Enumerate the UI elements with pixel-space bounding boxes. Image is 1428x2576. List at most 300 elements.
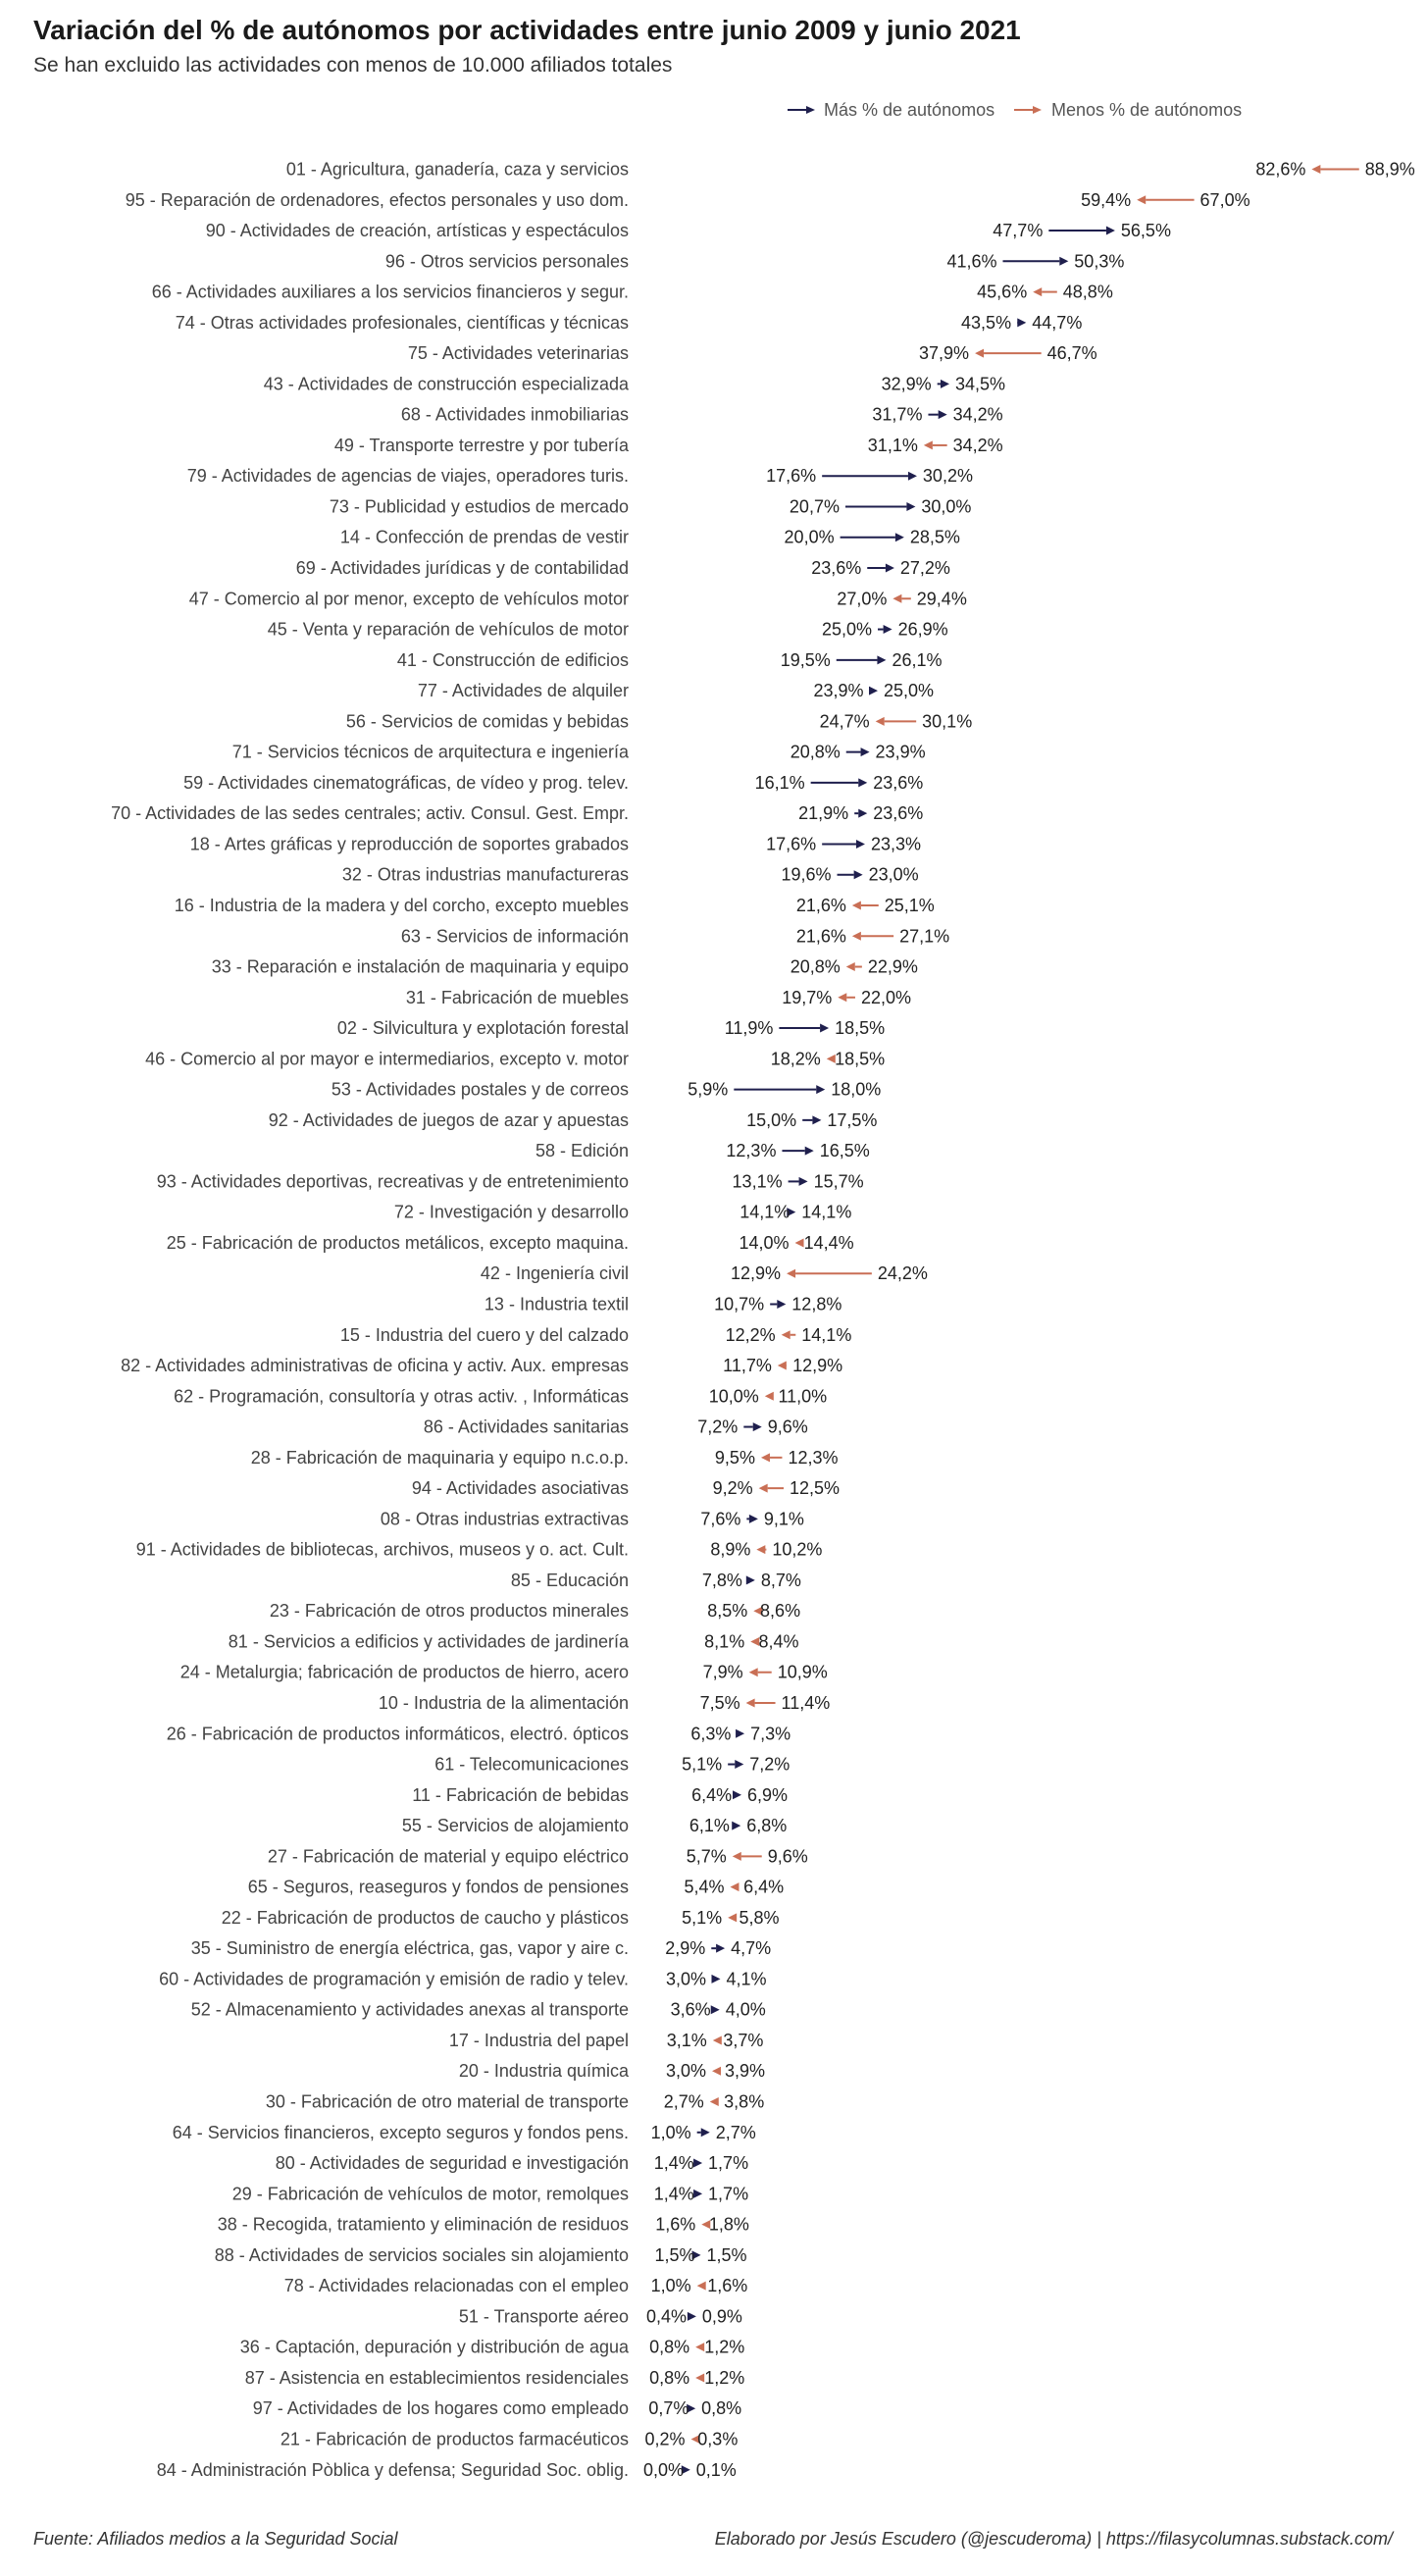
category-label: 94 - Actividades asociativas [411, 1478, 629, 1499]
chart-row [264, 374, 1005, 393]
legend-more-arrowhead [806, 106, 815, 114]
category-label: 42 - Ingeniería civil [480, 1263, 629, 1284]
value-label-high: 1,7% [708, 2184, 749, 2204]
category-label: 24 - Metalurgia; fabricación de productos de hierro, acero [179, 1662, 629, 1682]
chart-row [276, 2153, 748, 2173]
category-label: 92 - Actividades de juegos de azar y apuestas [268, 1109, 629, 1130]
category-label: 65 - Seguros, reaseguros y fondos de pensiones [247, 1877, 629, 1897]
arrow-head [1311, 165, 1320, 174]
value-label-low: 1,4% [653, 2184, 694, 2204]
value-label-high: 4,0% [725, 1999, 766, 2020]
value-label-high: 18,5% [835, 1049, 886, 1069]
value-label-high: 30,0% [921, 496, 972, 517]
chart-row [173, 2123, 756, 2142]
category-label: 63 - Servicios de información [400, 926, 629, 947]
value-label-high: 25,0% [884, 681, 935, 701]
chart-row [215, 2245, 747, 2265]
arrow-head [795, 1238, 804, 1247]
value-label-low: 41,6% [946, 251, 997, 272]
category-label: 55 - Servicios de alojamiento [401, 1816, 629, 1836]
arrow-head [892, 594, 901, 603]
arrow-head [1137, 195, 1146, 204]
chart-row [284, 2276, 748, 2295]
arrow-head [697, 2282, 706, 2291]
category-label: 43 - Actividades de construcción especializada [263, 374, 629, 394]
value-label-high: 3,7% [723, 2030, 764, 2050]
value-label-low: 37,9% [919, 343, 970, 364]
value-label-low: 8,1% [704, 1631, 745, 1652]
value-label-low: 0,4% [646, 2306, 688, 2327]
chart-row [167, 1233, 854, 1253]
value-label-low: 17,6% [766, 466, 817, 487]
value-label-low: 6,1% [688, 1816, 730, 1836]
arrow-head [777, 1300, 786, 1309]
value-label-high: 9,1% [763, 1509, 804, 1529]
category-label: 71 - Servicios técnicos de arquitectura e ingeniería [231, 742, 629, 762]
value-label-low: 7,9% [702, 1662, 743, 1682]
value-label-high: 12,5% [790, 1478, 841, 1499]
category-label: 91 - Actividades de bibliotecas, archivos, museos y o. act. Cult. [135, 1539, 629, 1560]
category-label: 75 - Actividades veterinarias [407, 343, 629, 364]
arrow-head [886, 564, 894, 573]
chart-row [346, 711, 972, 731]
category-label: 32 - Otras industrias manufactureras [341, 864, 629, 885]
chart-row [342, 865, 919, 885]
value-label-low: 14,0% [739, 1232, 790, 1253]
chart-row [269, 1110, 878, 1130]
value-label-high: 24,2% [877, 1263, 928, 1284]
chart-row [401, 405, 1003, 425]
footer-credit: Elaborado por Jesús Escudero (@jescuderoma) | https://filasycolumnas.substack.com/ [714, 2529, 1393, 2549]
value-label-high: 18,5% [835, 1018, 886, 1039]
legend-less-arrowhead [1033, 106, 1042, 114]
chart-row [270, 1601, 800, 1621]
category-label: 68 - Actividades inmobiliarias [400, 404, 629, 425]
value-label-high: 17,5% [827, 1109, 878, 1130]
chart-title: Variación del % de autónomos por actividades entre junio 2009 y junio 2021 [33, 15, 1021, 45]
value-label-low: 13,1% [732, 1171, 783, 1192]
chart-row [222, 1908, 780, 1928]
arrow-head [761, 1453, 770, 1462]
chart-row [180, 1663, 828, 1682]
value-label-low: 11,9% [724, 1018, 774, 1039]
chart-row [280, 2429, 739, 2448]
value-label-high: 12,3% [788, 1447, 839, 1468]
chart-row [337, 1018, 885, 1038]
value-label-high: 34,2% [952, 404, 1003, 425]
arrow-head [756, 1545, 765, 1554]
category-label: 10 - Industria de la alimentación [378, 1693, 629, 1713]
arrow-head [710, 2097, 719, 2106]
category-label: 74 - Otras actividades profesionales, científicas y técnicas [175, 312, 629, 333]
value-label-high: 0,1% [695, 2459, 737, 2480]
value-label-low: 6,3% [690, 1724, 732, 1744]
value-label-high: 7,3% [750, 1724, 791, 1744]
category-label: 56 - Servicios de comidas y bebidas [345, 711, 629, 732]
chart-row [481, 1263, 928, 1283]
chart-row [136, 1540, 823, 1560]
chart-row [159, 1969, 766, 1988]
value-label-high: 10,2% [772, 1539, 823, 1560]
value-label-high: 4,7% [731, 1938, 772, 1959]
arrow-head [838, 993, 846, 1002]
arrow-head [733, 1852, 741, 1861]
chart-row [424, 1417, 808, 1437]
chart-subtitle: Se han excluido las actividades con menos de 10.000 afiliados totales [33, 54, 673, 77]
chart-row [418, 681, 934, 700]
value-label-low: 43,5% [961, 312, 1012, 333]
value-label-low: 7,6% [700, 1509, 741, 1529]
category-label: 80 - Actividades de seguridad e investigación [275, 2153, 629, 2174]
arrow-head [711, 2005, 720, 2014]
value-label-high: 28,5% [909, 527, 960, 547]
arrow-head [858, 778, 867, 787]
chart-row [121, 1356, 842, 1375]
chart-row [412, 1478, 840, 1498]
category-label: 14 - Confección de prendas de vestir [339, 527, 629, 547]
value-label-high: 29,4% [916, 589, 967, 609]
value-label-high: 26,1% [892, 649, 943, 670]
value-label-high: 0,3% [697, 2429, 739, 2449]
value-label-low: 7,5% [699, 1693, 740, 1713]
chart-rows [111, 160, 1415, 2480]
chart-row [248, 1878, 784, 1897]
value-label-low: 12,9% [731, 1263, 782, 1284]
category-label: 85 - Educación [510, 1570, 629, 1590]
category-label: 96 - Otros servicios personales [384, 251, 629, 272]
value-label-low: 32,9% [881, 374, 932, 394]
value-label-low: 1,4% [653, 2153, 694, 2174]
value-label-high: 6,9% [746, 1784, 789, 1805]
chart-row [190, 834, 921, 853]
value-label-high: 22,0% [860, 987, 912, 1007]
category-label: 88 - Actividades de servicios sociales sin alojamiento [214, 2244, 629, 2265]
arrow-head [799, 1177, 808, 1186]
category-label: 30 - Fabricación de otro material de transporte [265, 2091, 629, 2112]
chart-row [266, 2092, 764, 2112]
footer-source: Fuente: Afiliados medios a la Seguridad Social [33, 2529, 398, 2549]
category-label: 95 - Reparación de ordenadores, efectos personales y uso dom. [125, 189, 629, 210]
chart-row [232, 743, 926, 762]
value-label-high: 27,1% [899, 926, 950, 947]
arrow-head [732, 1822, 740, 1830]
chart-row [401, 926, 949, 946]
arrow-head [869, 687, 878, 696]
category-label: 20 - Industria química [458, 2061, 629, 2082]
arrow-head [693, 2159, 702, 2168]
value-label-high: 48,8% [1062, 282, 1113, 302]
category-label: 81 - Servicios a edificios y actividades de jardinería [228, 1631, 629, 1652]
arrow-head [713, 2035, 722, 2044]
category-label: 79 - Actividades de agencias de viajes, operadores turis. [186, 466, 629, 487]
value-label-high: 18,0% [831, 1079, 882, 1100]
arrow-head [908, 472, 917, 481]
value-label-high: 23,0% [868, 864, 919, 885]
chart-row [484, 1294, 842, 1314]
value-label-low: 59,4% [1081, 189, 1132, 210]
category-label: 15 - Industria del cuero y del calzado [339, 1324, 629, 1345]
arrow-head [746, 1575, 755, 1584]
value-label-low: 21,6% [795, 895, 846, 915]
arrow-head [876, 717, 885, 726]
chart-row [174, 1386, 827, 1406]
value-label-low: 2,7% [663, 2091, 704, 2112]
value-label-low: 31,1% [867, 435, 918, 455]
value-label-low: 8,5% [707, 1601, 748, 1622]
value-label-low: 0,8% [649, 2337, 690, 2357]
value-label-low: 0,0% [642, 2459, 684, 2480]
category-label: 45 - Venta y reparación de vehículos de motor [267, 619, 629, 640]
arrow-head [861, 747, 870, 756]
arrow-head [812, 1115, 821, 1124]
value-label-high: 10,9% [777, 1662, 828, 1682]
value-label-low: 5,9% [688, 1079, 729, 1100]
arrow-head [975, 349, 984, 358]
arrow-head [746, 1699, 755, 1708]
category-label: 16 - Industria de la madera y del corcho, excepto muebles [174, 895, 629, 915]
category-label: 17 - Industria del papel [448, 2030, 629, 2050]
category-label: 87 - Asistencia en establecimientos residenciales [244, 2367, 629, 2388]
value-label-low: 3,0% [666, 1969, 707, 1989]
category-label: 97 - Actividades de los hogares como empleado [252, 2398, 629, 2419]
chart-row [330, 496, 972, 516]
value-label-low: 1,0% [650, 2122, 691, 2142]
arrow-head [782, 1330, 790, 1339]
arrow-head [854, 870, 863, 879]
arrow-head [711, 1975, 720, 1984]
value-label-low: 1,6% [655, 2214, 696, 2235]
arrow-head [1033, 287, 1042, 296]
value-label-high: 50,3% [1074, 251, 1125, 272]
arrow-head [846, 962, 855, 971]
chart-row [111, 803, 923, 823]
category-label: 84 - Administración Pòblica y defensa; Seguridad Soc. oblig. [156, 2459, 629, 2480]
chart-row [187, 466, 973, 486]
value-label-high: 25,1% [884, 895, 935, 915]
chart-row [152, 283, 1113, 302]
category-label: 70 - Actividades de las sedes centrales; activ. Consul. Gest. Empr. [111, 803, 629, 824]
value-label-high: 27,2% [899, 558, 950, 579]
arrow-head [1106, 227, 1115, 235]
value-label-low: 23,6% [811, 558, 862, 579]
value-label-high: 15,7% [813, 1171, 864, 1192]
value-label-high: 44,7% [1032, 312, 1083, 333]
chart-row [212, 957, 918, 977]
value-label-low: 5,1% [682, 1754, 723, 1775]
category-label: 47 - Comercio al por menor, excepto de vehículos motor [188, 589, 629, 609]
value-label-high: 14,4% [803, 1232, 854, 1253]
value-label-high: 1,2% [704, 2337, 745, 2357]
value-label-low: 9,2% [712, 1478, 753, 1499]
category-label: 46 - Comercio al por mayor e intermediarios, excepto v. motor [145, 1049, 629, 1069]
category-label: 31 - Fabricación de muebles [405, 987, 629, 1007]
category-label: 73 - Publicidad y estudios de mercado [329, 496, 629, 517]
chart-row [340, 1325, 852, 1345]
value-label-low: 20,8% [790, 742, 841, 762]
chart-row [253, 2398, 741, 2418]
category-label: 66 - Actividades auxiliares a los servicios financieros y segur. [151, 282, 629, 302]
value-label-low: 5,7% [686, 1846, 727, 1867]
value-label-low: 6,4% [691, 1784, 733, 1805]
category-label: 72 - Investigación y desarrollo [393, 1202, 629, 1222]
chart-row [286, 160, 1415, 180]
value-label-high: 5,8% [739, 1907, 780, 1928]
value-label-low: 2,9% [665, 1938, 706, 1959]
category-label: 51 - Transporte aéreo [458, 2306, 629, 2327]
arrow-head [858, 809, 867, 818]
chart-row [412, 1785, 788, 1805]
category-label: 59 - Actividades cinematográficas, de vídeo y prog. telev. [183, 772, 629, 793]
value-label-high: 23,3% [870, 834, 921, 854]
chart-row [240, 2338, 745, 2357]
chart-row [449, 2031, 764, 2050]
value-label-high: 9,6% [767, 1846, 808, 1867]
category-label: 78 - Actividades relacionadas con el empleo [283, 2276, 629, 2296]
value-label-high: 67,0% [1199, 189, 1250, 210]
chart-row [157, 2460, 737, 2480]
category-label: 18 - Artes gráficas y reproducción de soportes grabados [189, 834, 629, 854]
value-label-low: 15,0% [746, 1109, 797, 1130]
legend [788, 100, 1242, 120]
value-label-high: 23,6% [873, 772, 924, 793]
arrow-head [695, 2373, 704, 2382]
value-label-high: 7,2% [749, 1754, 790, 1775]
category-label: 27 - Fabricación de material y equipo eléctrico [267, 1846, 629, 1867]
chart-row [536, 1141, 870, 1160]
chart-row [385, 251, 1124, 271]
value-label-low: 20,7% [789, 496, 840, 517]
value-label-high: 46,7% [1046, 343, 1097, 364]
arrow-head [693, 2190, 702, 2198]
value-label-low: 18,2% [770, 1049, 821, 1069]
value-label-low: 1,0% [650, 2276, 691, 2296]
chart-row [126, 190, 1250, 210]
arrow-head [856, 840, 865, 849]
category-label: 02 - Silvicultura y explotación forestal [336, 1018, 629, 1039]
arrow-head [695, 2343, 704, 2351]
category-label: 62 - Programación, consultoría y otras activ. , Informáticas [174, 1386, 629, 1407]
value-label-high: 6,4% [743, 1877, 785, 1897]
category-label: 28 - Fabricación de maquinaria y equipo n.c.o.p. [250, 1447, 629, 1468]
arrow-head [736, 1729, 744, 1738]
category-label: 69 - Actividades jurídicas y de contabilidad [295, 558, 629, 579]
arrow-head [688, 2312, 696, 2321]
chart-row [394, 1203, 851, 1222]
value-label-high: 2,7% [715, 2122, 756, 2142]
category-label: 38 - Recogida, tratamiento y eliminación de residuos [217, 2214, 629, 2235]
value-label-low: 3,0% [666, 2061, 707, 2082]
value-label-high: 14,1% [801, 1202, 852, 1222]
value-label-low: 7,8% [701, 1570, 742, 1590]
value-label-low: 31,7% [872, 404, 923, 425]
value-label-low: 3,1% [666, 2030, 707, 2050]
value-label-low: 10,7% [714, 1294, 765, 1314]
category-label: 13 - Industria textil [484, 1294, 629, 1314]
value-label-high: 56,5% [1120, 221, 1171, 241]
category-label: 23 - Fabricación de otros productos minerales [269, 1601, 629, 1622]
value-label-high: 34,5% [954, 374, 1006, 394]
legend-more-label: Más % de autónomos [824, 100, 995, 120]
arrow-head [877, 655, 886, 664]
arrow-head [749, 1668, 758, 1676]
category-label: 33 - Reparación e instalación de maquinaria y equipo [211, 956, 629, 977]
category-label: 64 - Servicios financieros, excepto seguros y fondos pens. [172, 2122, 629, 2142]
arrow-head [924, 440, 933, 449]
chart-row [408, 343, 1097, 363]
value-label-low: 8,9% [710, 1539, 751, 1560]
arrow-head [759, 1484, 768, 1493]
category-label: 60 - Actividades de programación y emisión de radio y telev. [159, 1969, 629, 1989]
chart-row [189, 589, 967, 608]
value-label-high: 9,6% [767, 1417, 808, 1437]
value-label-high: 3,8% [724, 2091, 765, 2112]
arrow-head [749, 1515, 758, 1523]
chart-row [381, 1509, 804, 1528]
value-label-low: 25,0% [821, 619, 872, 640]
category-label: 61 - Telecomunicaciones [434, 1754, 629, 1775]
value-label-low: 12,3% [726, 1141, 777, 1161]
arrow-head [1017, 318, 1026, 327]
value-label-low: 1,5% [654, 2244, 695, 2265]
value-label-high: 16,5% [819, 1141, 870, 1161]
value-label-low: 0,8% [649, 2367, 690, 2388]
chart-row [459, 2061, 765, 2081]
value-label-low: 23,9% [813, 681, 864, 701]
value-label-low: 0,2% [644, 2429, 686, 2449]
category-label: 08 - Otras industrias extractivas [380, 1509, 629, 1529]
value-label-low: 21,6% [795, 926, 846, 947]
chart-row [334, 436, 1003, 455]
arrow-head [816, 1085, 825, 1094]
value-label-low: 20,0% [784, 527, 835, 547]
value-label-low: 10,0% [708, 1386, 759, 1407]
chart-row [459, 2306, 742, 2326]
value-label-low: 27,0% [837, 589, 888, 609]
value-label-low: 17,6% [766, 834, 817, 854]
value-label-high: 11,4% [781, 1693, 831, 1713]
arrow-head [716, 1944, 725, 1953]
arrow-head [805, 1147, 814, 1156]
chart-row [191, 1938, 771, 1958]
value-label-low: 3,6% [670, 1999, 711, 2020]
arrow-head [939, 410, 947, 419]
value-label-high: 8,7% [760, 1570, 801, 1590]
category-label: 52 - Almacenamiento y actividades anexas al transporte [190, 1999, 629, 2020]
value-label-low: 19,7% [782, 987, 833, 1007]
chart-row [402, 1816, 787, 1835]
value-label-high: 12,8% [791, 1294, 842, 1314]
category-label: 77 - Actividades de alquiler [417, 681, 629, 701]
value-label-high: 4,1% [726, 1969, 767, 1989]
chart-row [218, 2215, 749, 2235]
category-label: 21 - Fabricación de productos farmacéuticos [280, 2429, 629, 2449]
chart-row [268, 620, 948, 640]
arrow-head [701, 2128, 710, 2137]
value-label-high: 88,9% [1364, 159, 1415, 180]
category-label: 93 - Actividades deportivas, recreativas y de entretenimiento [156, 1171, 629, 1192]
chart-row [183, 773, 923, 793]
chart-row [296, 558, 950, 578]
chart-row [157, 1171, 864, 1191]
arrow-head [941, 380, 949, 388]
value-label-low: 21,9% [798, 803, 849, 824]
value-label-high: 8,4% [758, 1631, 799, 1652]
category-label: 36 - Captación, depuración y distribución de agua [239, 2337, 629, 2357]
value-label-low: 0,7% [648, 2398, 689, 2419]
value-label-high: 8,6% [760, 1601, 801, 1622]
value-label-high: 6,8% [746, 1816, 788, 1836]
category-label: 53 - Actividades postales y de correos [331, 1079, 629, 1100]
